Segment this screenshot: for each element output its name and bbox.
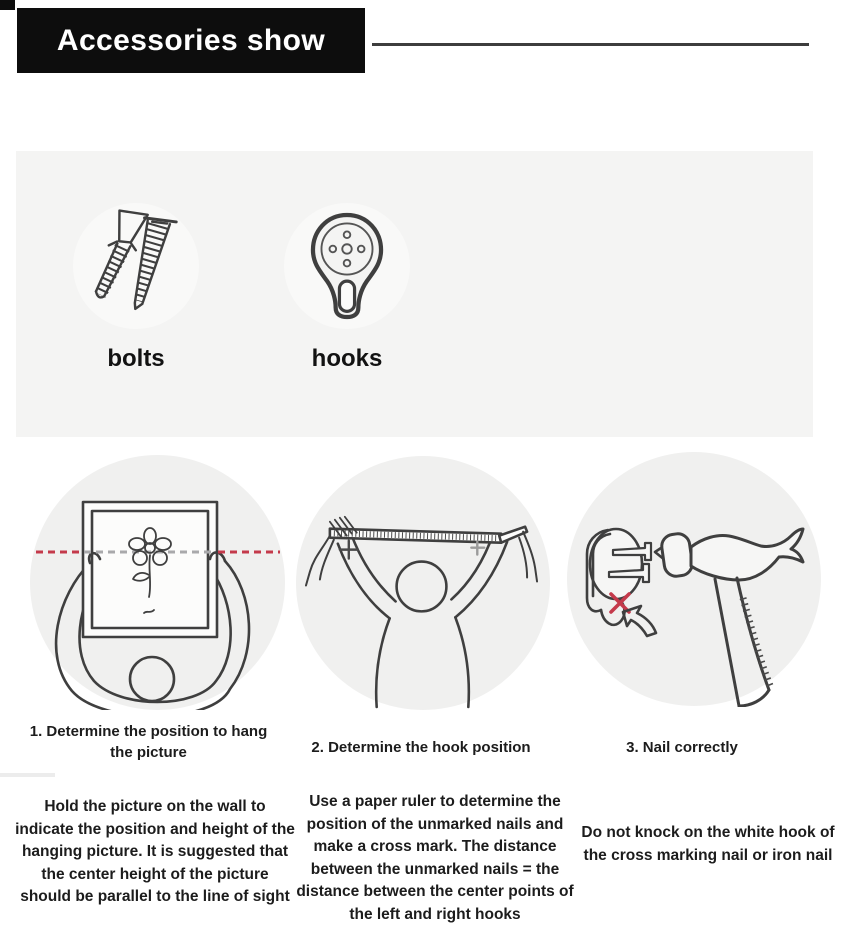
step-2-description: Use a paper ruler to determine the position of the unmarked nails and make a cross mark. The distance between the unmarked nails = the distance between the center points of the left and right hooks [296,793,574,923]
step-2-illustration [296,456,550,710]
step-1-caption: 1. Determine the position to hang the picture [29,723,268,761]
step-3-caption: 3. Nail correctly [626,739,738,756]
stray-mark [0,773,55,777]
header-rule [372,43,809,46]
accessory-bolts [46,203,226,373]
step-1-description: Hold the picture on the wall to indicate the position and height of the hanging picture. It is suggested that the center height of the picture should be parallel to the line of sight [15,798,295,905]
section-header [17,8,365,73]
step-2-caption: 2. Determine the hook position [311,739,531,756]
step-1-illustration [30,455,285,710]
person-holding-picture-icon [30,455,285,710]
corner-mark [0,0,15,10]
accessory-label-bolts: bolts [107,345,165,372]
bolts-icon [80,205,192,327]
step-3-illustration [563,452,825,707]
step-3-description: Do not knock on the white hook of the cross marking nail or iron nail [581,824,835,864]
accessory-hooks [257,203,437,373]
accessories-panel [16,151,813,437]
page-title: Accessories show [56,23,326,57]
hooks-image-circle [284,203,410,329]
person-holding-paper-ruler-icon [296,456,550,710]
bolts-image-circle [73,203,199,329]
hooks-icon [295,209,399,323]
accessory-label-hooks: hooks [311,345,383,372]
hammer-and-hook-icon [563,452,825,707]
